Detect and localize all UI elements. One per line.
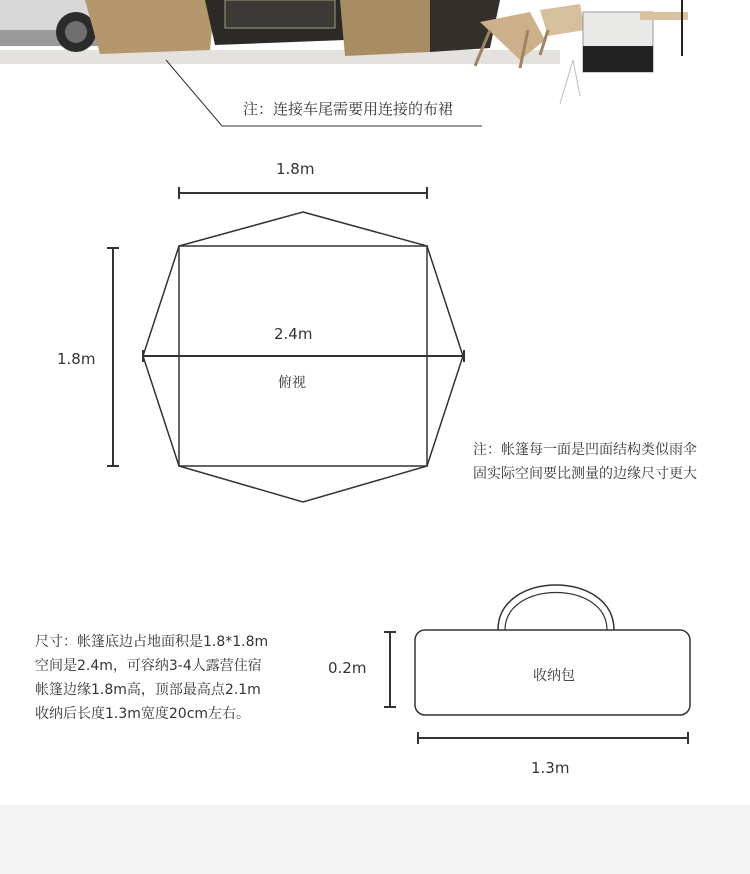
bag-length-label: 1.3m [531,759,570,777]
spec-line-2: 空间是2.4m，可容纳3-4人露营住宿 [35,658,262,674]
width-label: 1.8m [276,160,315,178]
spec-description [35,630,268,726]
note-line-2: 固实际空间要比测量的边缘尺寸更大 [473,466,697,482]
depth-dimension-line [107,248,119,466]
width-dimension-line [179,187,427,199]
bag-length-dimension-line [418,732,688,744]
diagonal-dimension-line [143,350,464,362]
diagonal-label: 2.4m [274,325,313,343]
bag-height-label: 0.2m [328,659,367,677]
note-line-1: 注：帐篷每一面是凹面结构类似雨伞 [473,442,697,458]
photo-note: 注：连接车尾需要用连接的布裙 [243,100,454,118]
bag-label: 收纳包 [533,668,575,684]
depth-label: 1.8m [57,350,96,368]
bag-handle [498,585,614,630]
concave-structure-note [473,438,697,486]
bag-height-dimension-line [384,632,396,707]
spec-line-1: 尺寸：帐篷底边占地面积是1.8*1.8m [35,634,269,650]
footer-band [0,805,750,874]
top-view-label: 俯视 [278,375,306,391]
bag-handle-inner [505,593,607,631]
spec-line-3: 帐篷边缘1.8m高，顶部最高点2.1m [35,682,261,698]
spec-line-4: 收纳后长度1.3m宽度20cm左右。 [35,706,251,722]
